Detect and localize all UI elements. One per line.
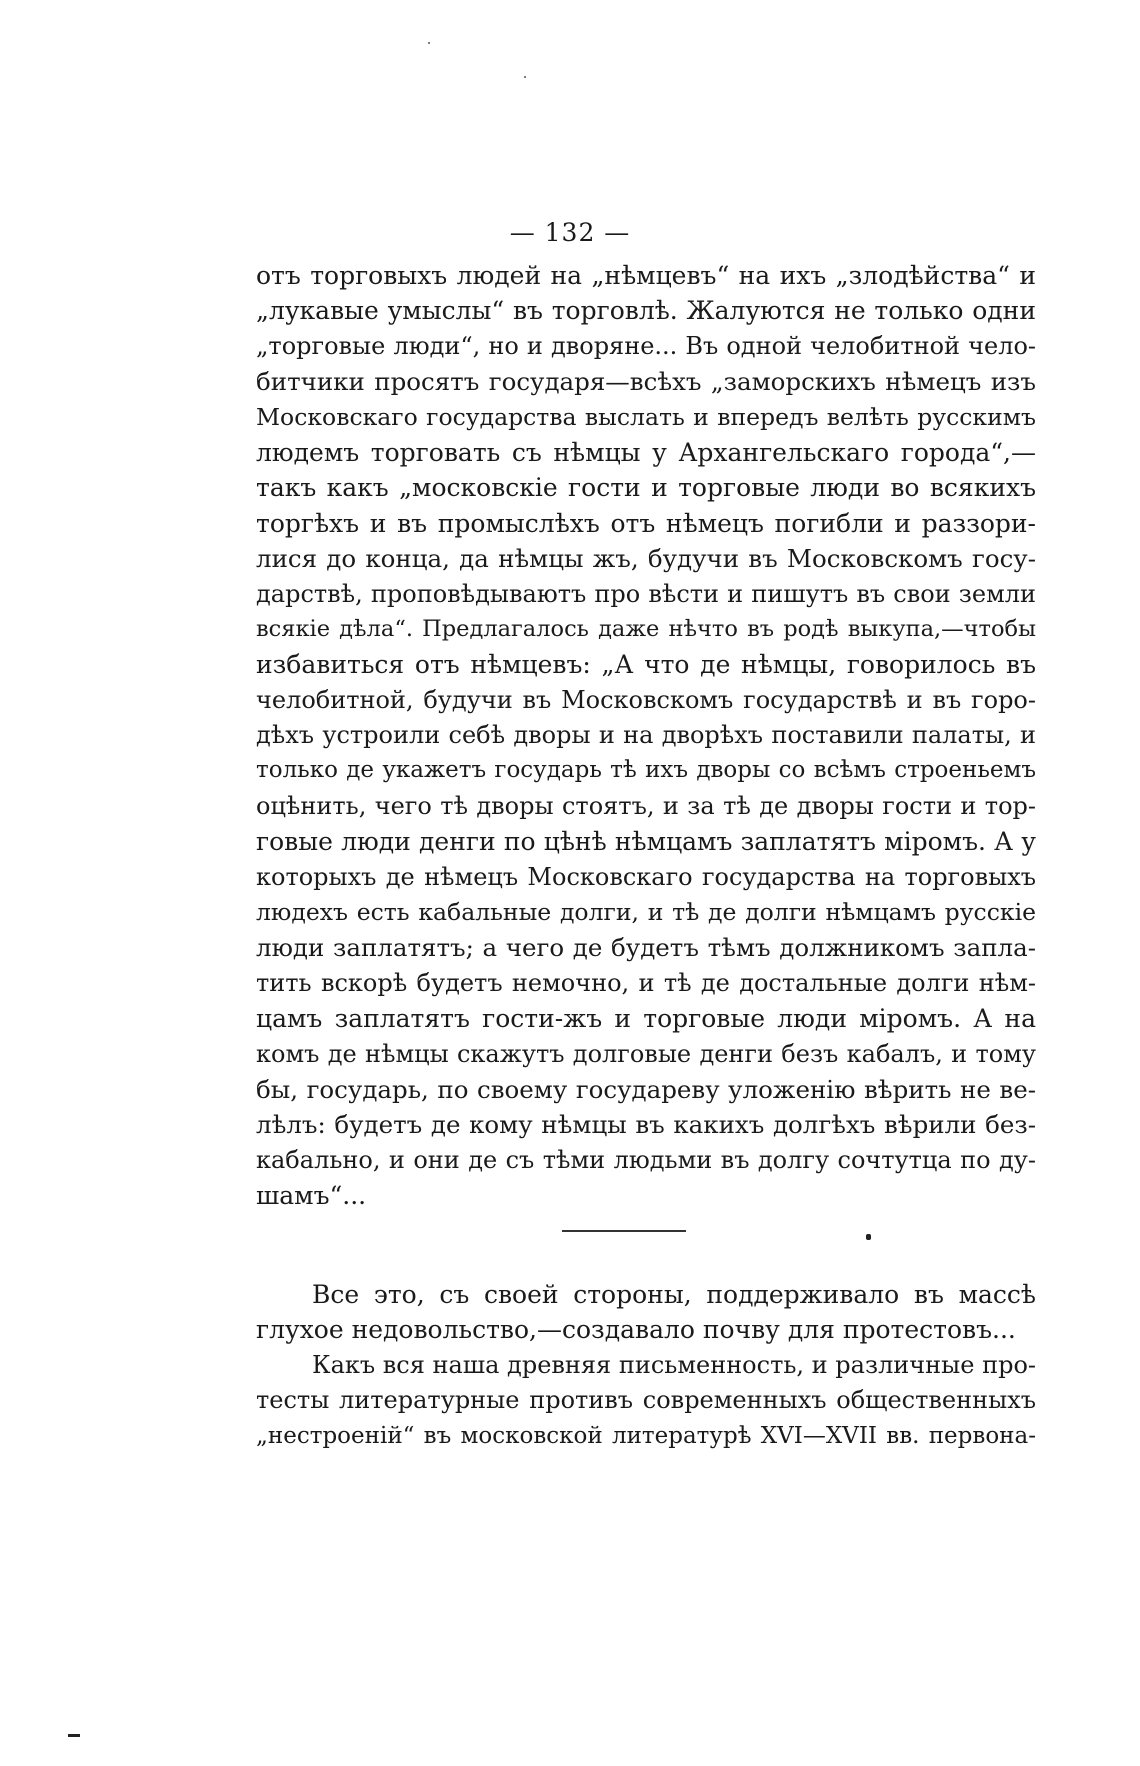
- text-line: лися до конца, да нѣмцы жъ, будучи въ Московскомъ госу-: [256, 544, 1036, 574]
- text-line: шамъ“...: [256, 1181, 367, 1211]
- paper-speck: [524, 76, 526, 78]
- text-line: Все это, съ своей стороны, поддерживало въ массѣ: [312, 1280, 1036, 1309]
- body-paragraphs: [256, 1277, 1036, 1454]
- text-line: глухое недовольство,—создавало почву для протестовъ...: [256, 1315, 1016, 1345]
- section-divider: [562, 1230, 686, 1232]
- text-line: людехъ есть кабальные долги, и тѣ де долги нѣмцамъ русскіе: [256, 898, 1036, 927]
- text-line: отъ торговыхъ людей на „нѣмцевъ“ на ихъ „злодѣйства“ и: [256, 261, 1036, 290]
- text-line: только де укажетъ государь тѣ ихъ дворы со всѣмъ строеньемъ: [256, 757, 1036, 784]
- text-line: „лукавые умыслы“ въ торговлѣ. Жалуются не только одни: [256, 296, 1036, 326]
- text-line: Московскаго государства выслать и впередъ велѣть русскимъ: [256, 402, 1036, 431]
- page-number: — 132 —: [509, 218, 631, 247]
- quoted-petition-paragraph: [256, 258, 1036, 1214]
- text-line: бы, государь, по своему государеву уложенію вѣрить не ве-: [256, 1074, 1036, 1104]
- text-line: тить вскорѣ будетъ немочно, и тѣ де достальные долги нѣм-: [256, 968, 1036, 997]
- text-line: дѣхъ устроили себѣ дворы и на дворѣхъ поставили палаты, и: [256, 721, 1036, 750]
- text-line: лѣлъ: будетъ де кому нѣмцы въ какихъ долгѣхъ вѣрили без-: [256, 1110, 1036, 1140]
- text-line: „нестроеній“ въ московской литературѣ XVI—XVII вв. первона-: [256, 1422, 1036, 1449]
- text-line: избавиться отъ нѣмцевъ: „А что де нѣмцы, говорилось въ: [256, 650, 1036, 680]
- text-line: говые люди денги по цѣнѣ нѣмцамъ заплатятъ міромъ. А у: [256, 827, 1036, 857]
- text-line: дарствѣ, проповѣдываютъ про вѣсти и пишутъ въ свои земли: [256, 579, 1036, 608]
- margin-mark: [68, 1734, 80, 1737]
- text-line: люди заплатятъ; а чего де будетъ тѣмъ должникомъ запла-: [256, 933, 1036, 963]
- text-line: людемъ торговать съ нѣмцы у Архангельскаго города“,—: [256, 437, 1036, 467]
- text-line: оцѣнить, чего тѣ дворы стоятъ, и за тѣ де дворы гости и тор-: [256, 791, 1036, 820]
- text-line: кабально, и они де съ тѣми людьми въ долгу сочтутца по ду-: [256, 1145, 1036, 1174]
- text-line: цамъ заплатятъ гости-жъ и торговые люди міромъ. А на: [256, 1004, 1036, 1034]
- text-line: битчики просятъ государя—всѣхъ „заморскихъ нѣмецъ изъ: [256, 367, 1036, 397]
- paper-speck: [428, 42, 430, 44]
- text-line: всякіе дѣла“. Предлагалось даже нѣчто въ родѣ выкупа,—чтобы: [256, 615, 1036, 642]
- ink-dot: [866, 1234, 871, 1240]
- text-line: торгѣхъ и въ промыслѣхъ отъ нѣмецъ погибли и раззори-: [256, 508, 1036, 538]
- text-line: такъ какъ „московскіе гости и торговые люди во всякихъ: [256, 473, 1036, 503]
- text-line: которыхъ де нѣмецъ Московскагo государства на торговыхъ: [256, 862, 1036, 891]
- text-line: комъ де нѣмцы скажутъ долговые денги безъ кабалъ, и тому: [256, 1039, 1036, 1068]
- text-line: тесты литературные противъ современныхъ общественныхъ: [256, 1386, 1036, 1415]
- text-line: Какъ вся наша древняя письменность, и различные про-: [312, 1350, 1037, 1379]
- text-line: челобитной, будучи въ Московскомъ государствѣ и въ горо-: [256, 685, 1036, 714]
- text-line: „торговые люди“, но и дворяне... Въ одной челобитной чело-: [256, 331, 1036, 360]
